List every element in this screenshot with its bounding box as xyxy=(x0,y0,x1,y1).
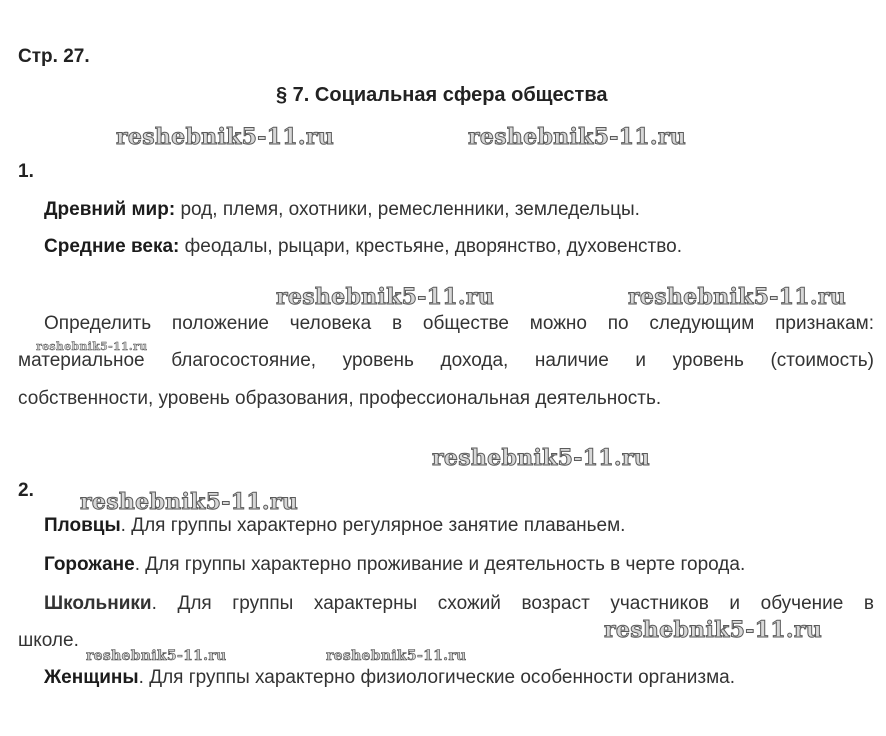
page-label: Стр. 27. xyxy=(18,46,90,67)
entry-schoolchildren-continuation: школе. xyxy=(18,630,79,651)
watermark: reshebnik5-11.ru xyxy=(276,284,495,310)
entry-term: Средние века: xyxy=(44,236,180,257)
watermark: reshebnik5-11.ru xyxy=(36,340,148,353)
entry-middle-ages xyxy=(44,236,682,258)
entry-term: Пловцы xyxy=(44,515,121,536)
paragraph-line-1: Определить положение человека в обществе можно по следующим признакам: xyxy=(44,313,874,334)
watermark: reshebnik5-11.ru xyxy=(86,648,227,664)
watermark: reshebnik5-11.ru xyxy=(604,617,823,643)
watermark: reshebnik5-11.ru xyxy=(326,648,467,664)
section-title: § 7. Социальная сфера общества xyxy=(276,84,608,106)
entry-text: род, племя, охотники, ремесленники, земледельцы. xyxy=(175,199,640,220)
watermark: reshebnik5-11.ru xyxy=(432,445,651,471)
entry-swimmers xyxy=(44,515,625,537)
entry-term: Женщины xyxy=(44,667,139,688)
entry-text: . Для группы характерно проживание и деятельность в черте города. xyxy=(134,554,746,575)
entry-women xyxy=(44,667,735,689)
task-1-number: 1. xyxy=(18,161,34,182)
entry-schoolchildren xyxy=(44,593,874,615)
entry-term: Горожане xyxy=(44,554,135,575)
entry-term: Школьники xyxy=(44,593,152,614)
entry-text: феодалы, рыцари, крестьяне, дворянство, духовенство. xyxy=(179,236,682,257)
entry-text: . Для группы характерно регулярное занятие плаваньем. xyxy=(120,515,626,536)
watermark: reshebnik5-11.ru xyxy=(628,284,847,310)
entry-citizens xyxy=(44,554,745,576)
watermark: reshebnik5-11.ru xyxy=(468,124,687,150)
entry-ancient-world xyxy=(44,199,640,221)
watermark: reshebnik5-11.ru xyxy=(80,489,299,515)
entry-term: Древний мир: xyxy=(44,199,176,220)
watermark: reshebnik5-11.ru xyxy=(116,124,335,150)
entry-text: . Для группы характерны схожий возраст участников и обучение в xyxy=(151,593,874,614)
paragraph-line-2: материальное благосостояние, уровень дохода, наличие и уровень (стоимость) xyxy=(18,350,874,371)
task-2-number: 2. xyxy=(18,480,34,501)
entry-text: . Для группы характерно физиологические особенности организма. xyxy=(138,667,736,688)
paragraph-line-3: собственности, уровень образования, профессиональная деятельность. xyxy=(18,388,662,409)
